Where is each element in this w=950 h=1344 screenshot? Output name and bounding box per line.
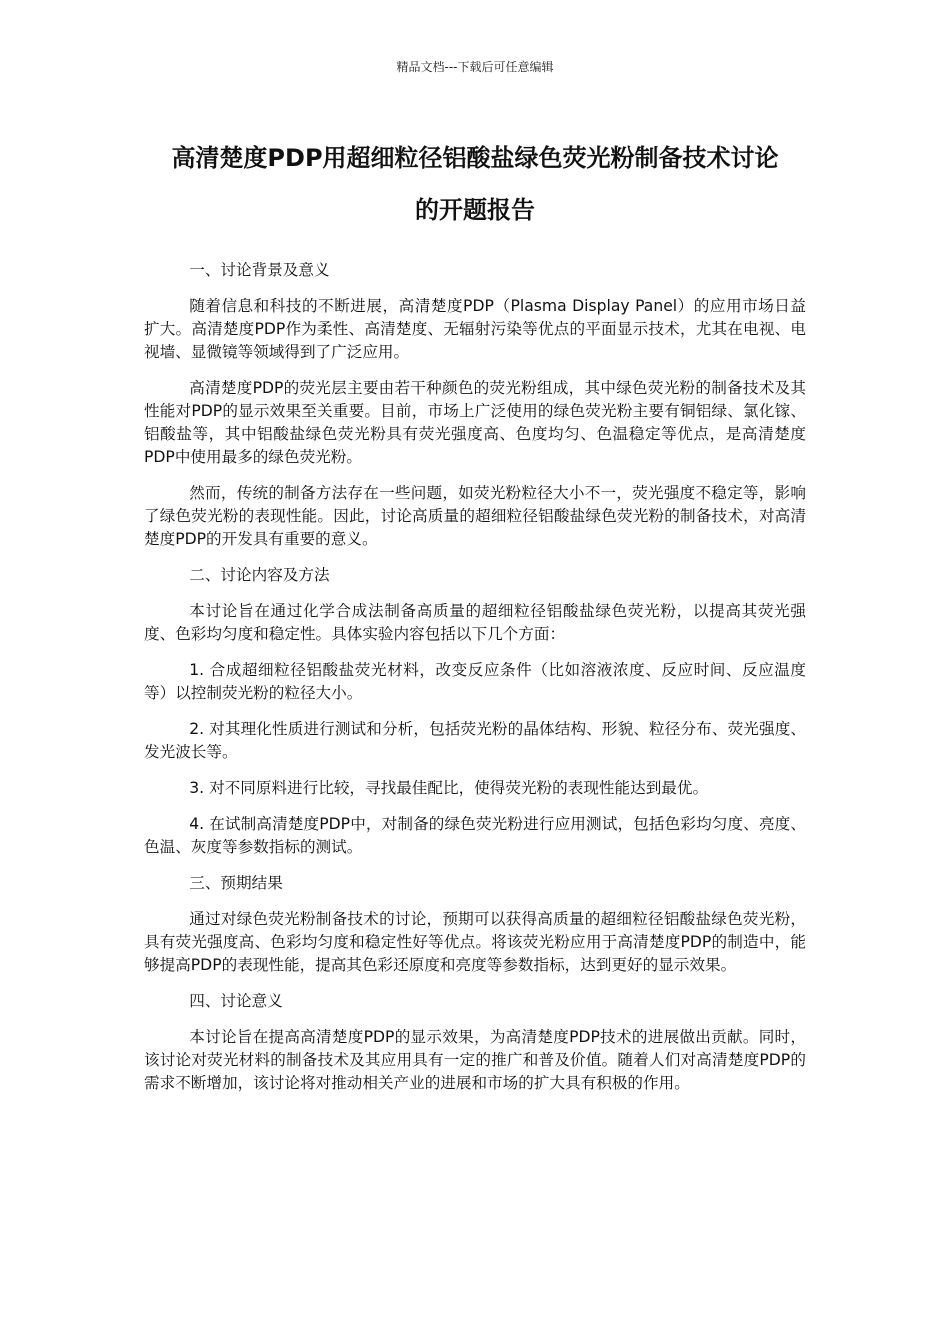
paragraph: 随着信息和科技的不断进展，高清楚度PDP（Plasma Display Panel）的应用市场日益扩大。高清楚度PDP作为柔性、高清楚度、无辐射污染等优点的平面显示技术，尤其在电视、电视墙、显微镜等领域得到了广泛应用。 xyxy=(144,297,806,361)
paragraph: 高清楚度PDP的荧光层主要由若干种颜色的荧光粉组成，其中绿色荧光粉的制备技术及其性能对PDP的显示效果至关重要。目前，市场上广泛使用的绿色荧光粉主要有铜铝绿、氯化镓、铝酸盐等，其中铝酸盐绿色荧光粉具有荧光强度高、色度均匀、色温稳定等优点，是高清楚度PDP中使用最多的绿色荧光粉。 xyxy=(144,379,806,466)
paragraph: 本讨论旨在提高高清楚度PDP的显示效果，为高清楚度PDP技术的进展做出贡献。同时，该讨论对荧光材料的制备技术及其应用具有一定的推广和普及价值。随着人们对高清楚度PDP的需求不断增加，该讨论将对推动相关产业的进展和市场的扩大具有积极的作用。 xyxy=(144,1028,806,1092)
section-heading-background: 一、讨论背景及意义 xyxy=(189,261,330,279)
section-heading-content-methods: 二、讨论内容及方法 xyxy=(189,566,330,584)
document-title-line-2: 的开题报告 xyxy=(415,196,535,224)
list-item: 2. 对其理化性质进行测试和分析，包括荧光粉的晶体结构、形貌、粒径分布、荧光强度、发光波长等。 xyxy=(144,720,806,761)
list-item: 1. 合成超细粒径铝酸盐荧光材料，改变反应条件（比如溶液浓度、反应时间、反应温度等）以控制荧光粉的粒径大小。 xyxy=(144,661,806,702)
list-item: 4. 在试制高清楚度PDP中，对制备的绿色荧光粉进行应用测试，包括色彩均匀度、亮度、色温、灰度等参数指标的测试。 xyxy=(144,815,806,856)
section-heading-expected-results: 三、预期结果 xyxy=(189,874,283,892)
list-item: 3. 对不同原料进行比较，寻找最佳配比，使得荧光粉的表现性能达到最优。 xyxy=(189,779,709,797)
page-header: 精品文档---下载后可任意编辑 xyxy=(396,60,554,74)
paragraph: 然而，传统的制备方法存在一些问题，如荧光粉粒径大小不一，荧光强度不稳定等，影响了绿色荧光粉的表现性能。因此，讨论高质量的超细粒径铝酸盐绿色荧光粉的制备技术，对高清楚度PDP的开发具有重要的意义。 xyxy=(144,484,806,548)
paragraph: 通过对绿色荧光粉制备技术的讨论，预期可以获得高质量的超细粒径铝酸盐绿色荧光粉，具有荧光强度高、色彩均匀度和稳定性好等优点。将该荧光粉应用于高清楚度PDP的制造中，能够提高PDP的表现性能，提高其色彩还原度和亮度等参数指标，达到更好的显示效果。 xyxy=(144,910,806,974)
document-title-line-1: 高清楚度PDP用超细粒径铝酸盐绿色荧光粉制备技术讨论 xyxy=(171,144,779,172)
section-heading-significance: 四、讨论意义 xyxy=(189,992,283,1010)
document-body xyxy=(144,259,806,1108)
paragraph: 本讨论旨在通过化学合成法制备高质量的超细粒径铝酸盐绿色荧光粉，以提高其荧光强度、色彩均匀度和稳定性。具体实验内容包括以下几个方面： xyxy=(144,602,806,643)
